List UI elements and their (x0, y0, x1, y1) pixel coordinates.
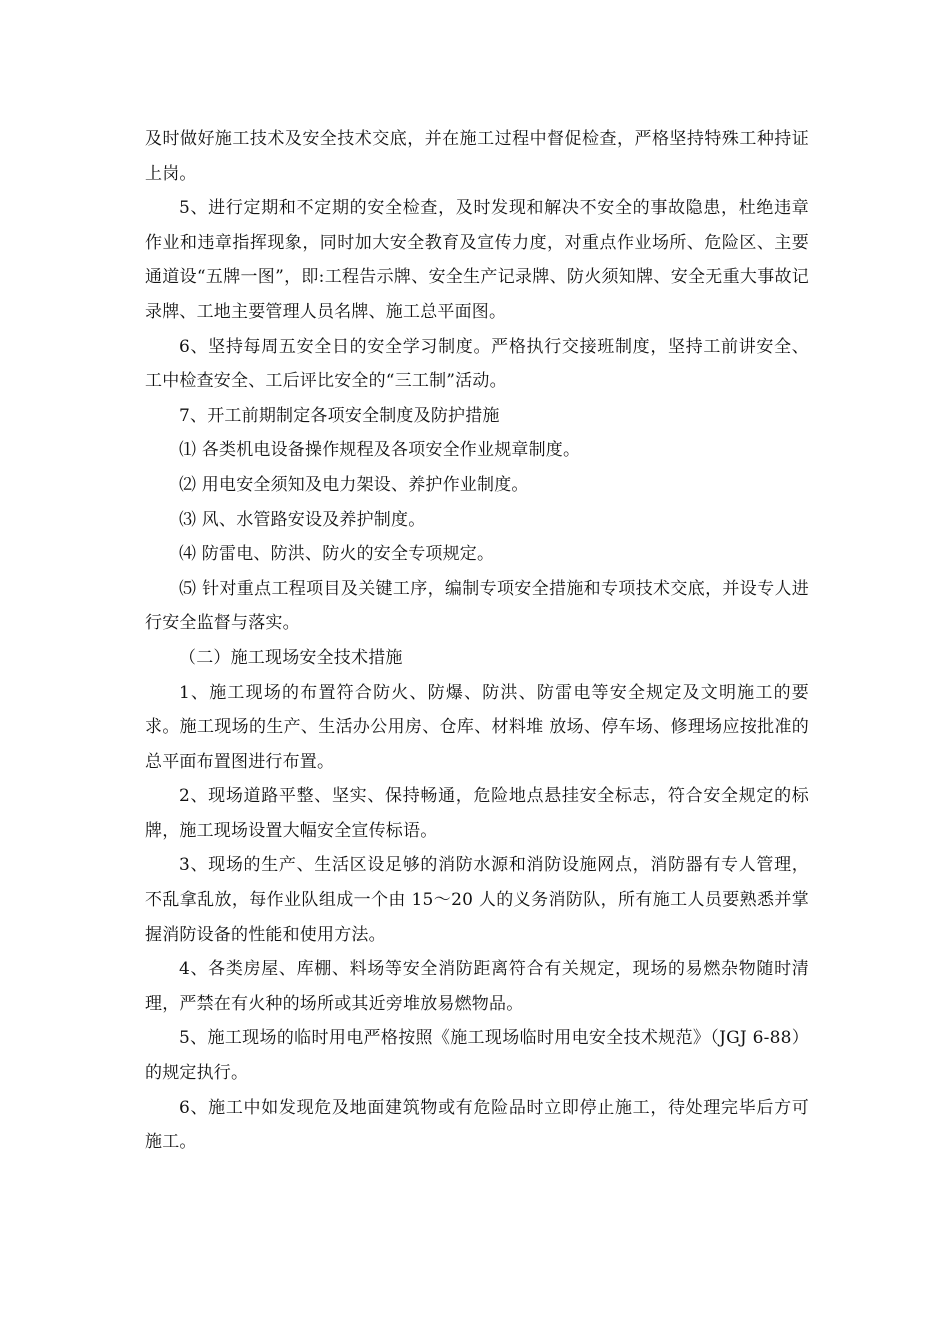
paragraph-continuation: 及时做好施工技术及安全技术交底，并在施工过程中督促检查，严格坚持特殊工种持证上岗。 (145, 129, 809, 184)
paragraph-item-5-inspection: 5、进行定期和不定期的安全检查，及时发现和解决不安全的事故隐患，杜绝违章作业和违章指挥现象，同时加大安全教育及宣传力度，对重点作业场所、危险区、主要通道设“五牌一图”，即:工程告示牌、安全生产记录牌、防火须知牌、安全无重大事故记录牌、工地主要管理人员名牌、施工总平面图。 (145, 198, 809, 322)
paragraph-temporary-power: 5、施工现场的临时用电严格按照《施工现场临时用电安全技术规范》（JGJ 6-88）的规定执行。 (145, 1028, 809, 1084)
paragraph-site-roads: 2、现场道路平整、坚实、保持畅通，危险地点悬挂安全标志，符合安全规定的标牌，施工现场设置大幅安全宣传标语。 (145, 786, 809, 841)
document-page (145, 122, 809, 1160)
list-item-3: ⑶ 风、水管路安设及养护制度。 (179, 509, 426, 530)
section-heading: （二）施工现场安全技术措施 (179, 647, 403, 668)
paragraph-site-layout: 1、施工现场的布置符合防火、防爆、防洪、防雷电等安全规定及文明施工的要求。施工现场的生产、生活办公用房、仓库、材料堆 放场、停车场、修理场应按批准的总平面布置图进行布置。 (145, 682, 809, 772)
paragraph-fire-distance: 4、各类房屋、库棚、料场等安全消防距离符合有关规定，现场的易燃杂物随时清理，严禁在有火种的场所或其近旁堆放易燃物品。 (145, 959, 809, 1014)
list-item-5: ⑸ 针对重点工程项目及关键工序，编制专项安全措施和专项技术交底，并设专人进行安全监督与落实。 (145, 578, 809, 634)
paragraph-fire-protection: 3、现场的生产、生活区设足够的消防水源和消防设施网点，消防器有专人管理，不乱拿乱放，每作业队组成一个由 15～20 人的义务消防队，所有施工人员要熟悉并掌握消防设备的性能和使用方法。 (145, 855, 809, 945)
paragraph-item-6-safety-day: 6、坚持每周五安全日的安全学习制度。严格执行交接班制度，坚持工前讲安全、工中检查安全、工后评比安全的“三工制”活动。 (145, 336, 809, 392)
paragraph-item-7-regulations: 7、开工前期制定各项安全制度及防护措施 (179, 405, 500, 426)
paragraph-stop-construction: 6、施工中如发现危及地面建筑物或有危险品时立即停止施工，待处理完毕后方可施工。 (145, 1097, 809, 1153)
list-item-2: ⑵ 用电安全须知及电力架设、养护作业制度。 (179, 474, 529, 495)
list-item-4: ⑷ 防雷电、防洪、防火的安全专项规定。 (179, 544, 495, 565)
list-item-1: ⑴ 各类机电设备操作规程及各项安全作业规章制度。 (179, 440, 581, 461)
